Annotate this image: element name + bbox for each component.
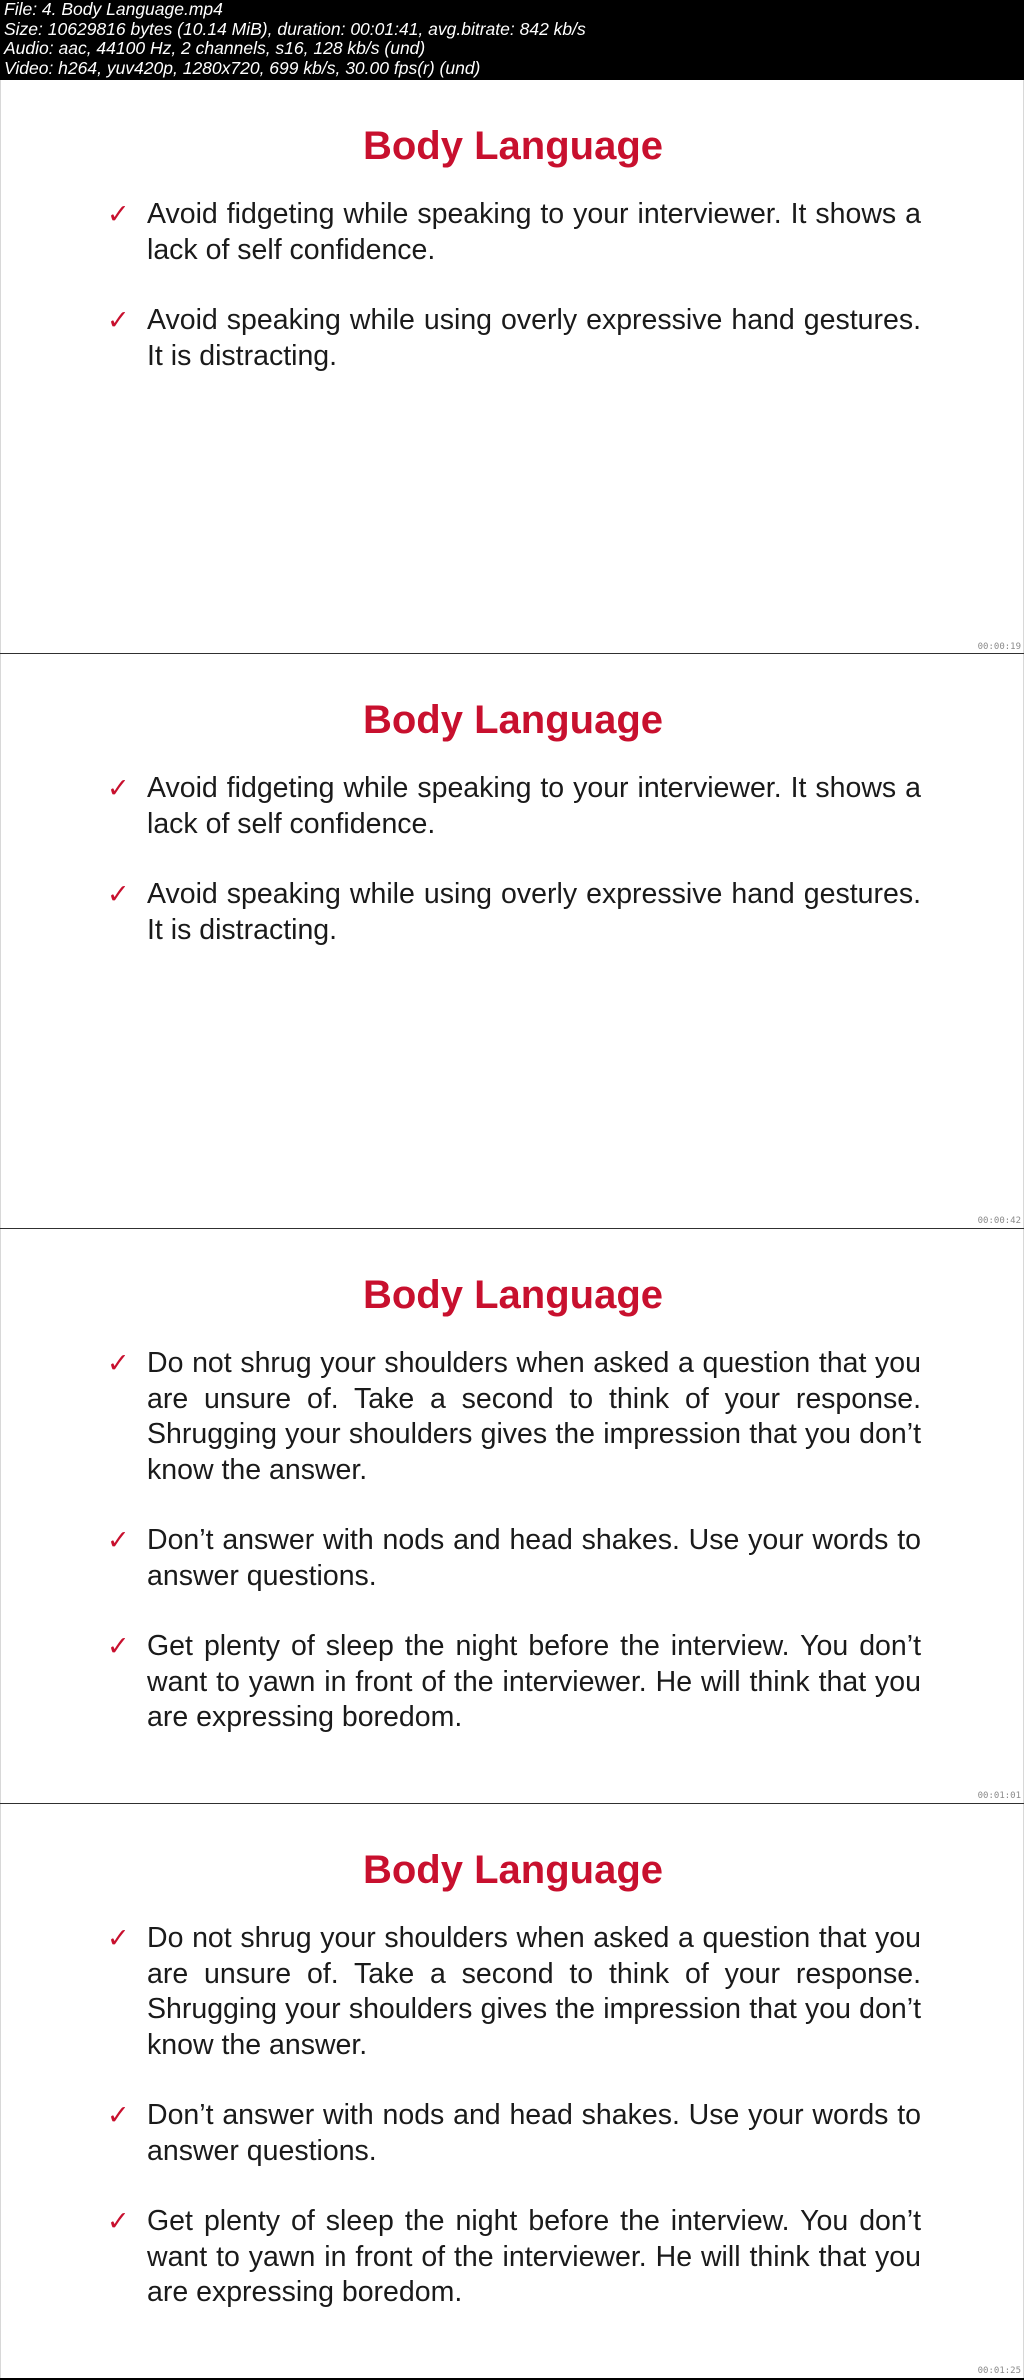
checkmark-icon: ✓: [107, 2206, 130, 2237]
checkmark-icon: ✓: [107, 305, 130, 336]
slide-title: Body Language: [362, 124, 664, 168]
video-frame-1: [0, 80, 1024, 654]
bullet-item: [107, 1523, 921, 1594]
bullet-item: [107, 197, 921, 268]
bullet-item: [107, 303, 921, 374]
video-info-line: Video: h264, yuv420p, 1280x720, 699 kb/s, 30.00 fps(r) (und): [4, 57, 481, 78]
checkmark-icon: ✓: [107, 1525, 130, 1556]
bullet-item: [107, 1346, 921, 1488]
checkmark-icon: ✓: [107, 1923, 130, 1954]
slide-title: Body Language: [362, 1848, 664, 1892]
slide-title: Body Language: [362, 698, 664, 742]
checkmark-icon: ✓: [107, 1631, 130, 1662]
bullet-text: Get plenty of sleep the night before the interview. You don’t want to yawn in front of the interviewer. He will think that you are expressing boredom.: [147, 1630, 921, 1733]
file-size-line: Size: 10629816 bytes (10.14 MiB), duration: 00:01:41, avg.bitrate: 842 kb/s: [4, 18, 586, 39]
bullet-item: [107, 771, 921, 842]
bullet-list: [107, 1921, 921, 2346]
video-frame-3: [0, 1229, 1024, 1803]
bullet-text: Do not shrug your shoulders when asked a question that you are unsure of. Take a second to think of your response. Shrugging your shoulders gives the impression that you don’t know the answer.: [147, 1922, 921, 2061]
bullet-text: Avoid fidgeting while speaking to your interviewer. It shows a lack of self confidence.: [147, 198, 921, 266]
bullet-item: [107, 2204, 921, 2311]
checkmark-icon: ✓: [107, 879, 130, 910]
bullet-item: [107, 2098, 921, 2169]
video-frame-4: [0, 1804, 1024, 2378]
file-info-header: [0, 0, 1024, 78]
bullet-text: Don’t answer with nods and head shakes. Use your words to answer questions.: [147, 1524, 921, 1592]
bullet-item: [107, 1629, 921, 1736]
bullet-text: Avoid fidgeting while speaking to your interviewer. It shows a lack of self confidence.: [147, 772, 921, 840]
audio-info-line: Audio: aac, 44100 Hz, 2 channels, s16, 128 kb/s (und): [4, 38, 426, 58]
bullet-text: Avoid speaking while using overly expressive hand gestures. It is distracting.: [147, 304, 921, 372]
checkmark-icon: ✓: [107, 199, 130, 230]
frame-timestamp: 00:00:42: [977, 1216, 1021, 1226]
file-name-line: File: 4. Body Language.mp4: [4, 0, 223, 19]
bullet-text: Avoid speaking while using overly expressive hand gestures. It is distracting.: [147, 878, 921, 946]
checkmark-icon: ✓: [107, 773, 130, 804]
video-frame-2: [0, 654, 1024, 1228]
checkmark-icon: ✓: [107, 2100, 130, 2131]
bullet-item: [107, 877, 921, 948]
frame-timestamp: 00:01:25: [977, 2366, 1021, 2376]
bullet-item: [107, 1921, 921, 2063]
bullet-list: [107, 771, 921, 983]
bullet-list: [107, 1346, 921, 1771]
bullet-text: Get plenty of sleep the night before the interview. You don’t want to yawn in front of the interviewer. He will think that you are expressing boredom.: [147, 2205, 921, 2308]
slide-title: Body Language: [362, 1273, 664, 1317]
bullet-list: [107, 197, 921, 409]
checkmark-icon: ✓: [107, 1348, 130, 1379]
bullet-text: Do not shrug your shoulders when asked a question that you are unsure of. Take a second to think of your response. Shrugging your shoulders gives the impression that you don’t know the answer.: [147, 1347, 921, 1486]
bullet-text: Don’t answer with nods and head shakes. Use your words to answer questions.: [147, 2099, 921, 2167]
frame-timestamp: 00:00:19: [977, 642, 1021, 652]
frame-timestamp: 00:01:01: [977, 1791, 1021, 1801]
